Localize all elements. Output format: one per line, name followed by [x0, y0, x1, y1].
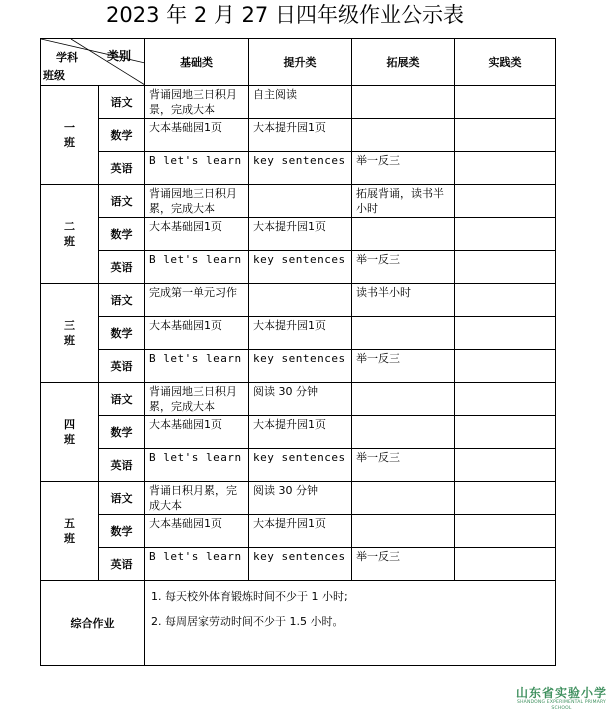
- homework-basic-cell: 大本基础园1页: [145, 119, 249, 152]
- table-row: [41, 152, 556, 185]
- homework-practice-cell: [455, 284, 556, 317]
- homework-expand-cell: 举一反三: [352, 152, 455, 185]
- subject-cell: 英语: [99, 548, 145, 581]
- homework-basic-cell: 大本基础园1页: [145, 317, 249, 350]
- page-title: 2023 年 2 月 27 日四年级作业公示表: [106, 3, 464, 27]
- table-row: [41, 515, 556, 548]
- homework-expand-cell: [352, 383, 455, 416]
- corner-class-label: 班级: [43, 69, 65, 82]
- homework-practice-cell: [455, 548, 556, 581]
- column-header-practice: 实践类: [455, 39, 556, 86]
- homework-expand-cell: 读书半小时: [352, 284, 455, 317]
- subject-cell: 语文: [99, 86, 145, 119]
- corner-type-label: 类别: [107, 49, 132, 63]
- homework-expand-cell: [352, 482, 455, 515]
- homework-expand-cell: [352, 317, 455, 350]
- homework-improve-cell: [249, 284, 352, 317]
- homework-expand-cell: [352, 86, 455, 119]
- table-row: [41, 449, 556, 482]
- homework-basic-cell: 背诵园地三日积月景，完成大本: [145, 86, 249, 119]
- homework-improve-cell: 阅读 30 分钟: [249, 383, 352, 416]
- homework-improve-cell: 大本提升园1页: [249, 317, 352, 350]
- homework-improve-cell: key sentences: [249, 350, 352, 383]
- homework-improve-cell: key sentences: [249, 152, 352, 185]
- homework-improve-cell: key sentences: [249, 449, 352, 482]
- homework-table: [40, 38, 556, 666]
- class-name-cell: 三 班: [41, 284, 99, 383]
- homework-expand-cell: 举一反三: [352, 350, 455, 383]
- table-row: [41, 251, 556, 284]
- table-row: [41, 86, 556, 119]
- table-row: [41, 383, 556, 416]
- homework-improve-cell: 大本提升园1页: [249, 515, 352, 548]
- comprehensive-item: 1. 每天校外体育锻炼时间不少于 1 小时;: [151, 590, 348, 603]
- homework-practice-cell: [455, 86, 556, 119]
- homework-practice-cell: [455, 251, 556, 284]
- homework-improve-cell: key sentences: [249, 548, 352, 581]
- homework-practice-cell: [455, 449, 556, 482]
- homework-improve-cell: 阅读 30 分钟: [249, 482, 352, 515]
- class-name-cell: 四 班: [41, 383, 99, 482]
- subject-cell: 数学: [99, 515, 145, 548]
- homework-expand-cell: [352, 416, 455, 449]
- homework-expand-cell: [352, 515, 455, 548]
- corner-subject-label: 学科: [56, 51, 78, 64]
- homework-improve-cell: 大本提升园1页: [249, 218, 352, 251]
- comprehensive-label: 综合作业: [41, 581, 145, 666]
- table-row: [41, 548, 556, 581]
- class-name-cell: 一 班: [41, 86, 99, 185]
- table-row: [41, 482, 556, 515]
- homework-improve-cell: key sentences: [249, 251, 352, 284]
- homework-expand-cell: 举一反三: [352, 548, 455, 581]
- subject-cell: 数学: [99, 317, 145, 350]
- homework-practice-cell: [455, 350, 556, 383]
- homework-expand-cell: [352, 218, 455, 251]
- homework-practice-cell: [455, 218, 556, 251]
- homework-expand-cell: [352, 119, 455, 152]
- subject-cell: 语文: [99, 185, 145, 218]
- table-row: [41, 119, 556, 152]
- homework-expand-cell: 举一反三: [352, 251, 455, 284]
- subject-cell: 英语: [99, 152, 145, 185]
- homework-basic-cell: B let's learn: [145, 251, 249, 284]
- homework-improve-cell: 大本提升园1页: [249, 416, 352, 449]
- subject-cell: 数学: [99, 218, 145, 251]
- subject-cell: 语文: [99, 383, 145, 416]
- homework-basic-cell: B let's learn: [145, 449, 249, 482]
- subject-cell: 英语: [99, 350, 145, 383]
- class-name-cell: 五 班: [41, 482, 99, 581]
- homework-practice-cell: [455, 152, 556, 185]
- homework-basic-cell: 大本基础园1页: [145, 416, 249, 449]
- subject-cell: 数学: [99, 119, 145, 152]
- homework-practice-cell: [455, 482, 556, 515]
- table-row: [41, 416, 556, 449]
- homework-practice-cell: [455, 119, 556, 152]
- school-logo-name: 山东省实验小学: [515, 686, 607, 700]
- table-row: [41, 185, 556, 218]
- subject-cell: 数学: [99, 416, 145, 449]
- homework-basic-cell: B let's learn: [145, 548, 249, 581]
- school-logo-english: SHANDONG EXPERIMENTAL PRIMARY SCHOOL: [517, 700, 606, 711]
- subject-cell: 英语: [99, 449, 145, 482]
- homework-practice-cell: [455, 317, 556, 350]
- homework-basic-cell: 大本基础园1页: [145, 515, 249, 548]
- comprehensive-item: 2. 每周居家劳动时间不少于 1.5 小时。: [151, 615, 344, 628]
- table-row: [41, 317, 556, 350]
- table-row: [41, 284, 556, 317]
- homework-practice-cell: [455, 185, 556, 218]
- homework-improve-cell: 自主阅读: [249, 86, 352, 119]
- column-header-basic: 基础类: [145, 39, 249, 86]
- homework-improve-cell: 大本提升园1页: [249, 119, 352, 152]
- homework-practice-cell: [455, 515, 556, 548]
- table-row: [41, 350, 556, 383]
- comprehensive-row: [41, 581, 556, 666]
- class-name-cell: 二 班: [41, 185, 99, 284]
- subject-cell: 英语: [99, 251, 145, 284]
- column-header-improve: 提升类: [249, 39, 352, 86]
- column-header-expand: 拓展类: [352, 39, 455, 86]
- subject-cell: 语文: [99, 284, 145, 317]
- homework-basic-cell: 大本基础园1页: [145, 218, 249, 251]
- homework-practice-cell: [455, 383, 556, 416]
- homework-improve-cell: [249, 185, 352, 218]
- homework-basic-cell: B let's learn: [145, 350, 249, 383]
- homework-expand-cell: 拓展背诵，读书半小时: [352, 185, 455, 218]
- homework-basic-cell: 背诵日积月累，完成大本: [145, 482, 249, 515]
- homework-basic-cell: 背诵园地三日积月累，完成大本: [145, 185, 249, 218]
- table-row: [41, 218, 556, 251]
- homework-basic-cell: B let's learn: [145, 152, 249, 185]
- homework-basic-cell: 完成第一单元习作: [145, 284, 249, 317]
- comprehensive-items: [145, 581, 556, 666]
- subject-cell: 语文: [99, 482, 145, 515]
- school-logo: [514, 686, 609, 712]
- header-corner-cell: [41, 39, 145, 86]
- homework-basic-cell: 背诵园地三日积月累，完成大本: [145, 383, 249, 416]
- homework-practice-cell: [455, 416, 556, 449]
- homework-expand-cell: 举一反三: [352, 449, 455, 482]
